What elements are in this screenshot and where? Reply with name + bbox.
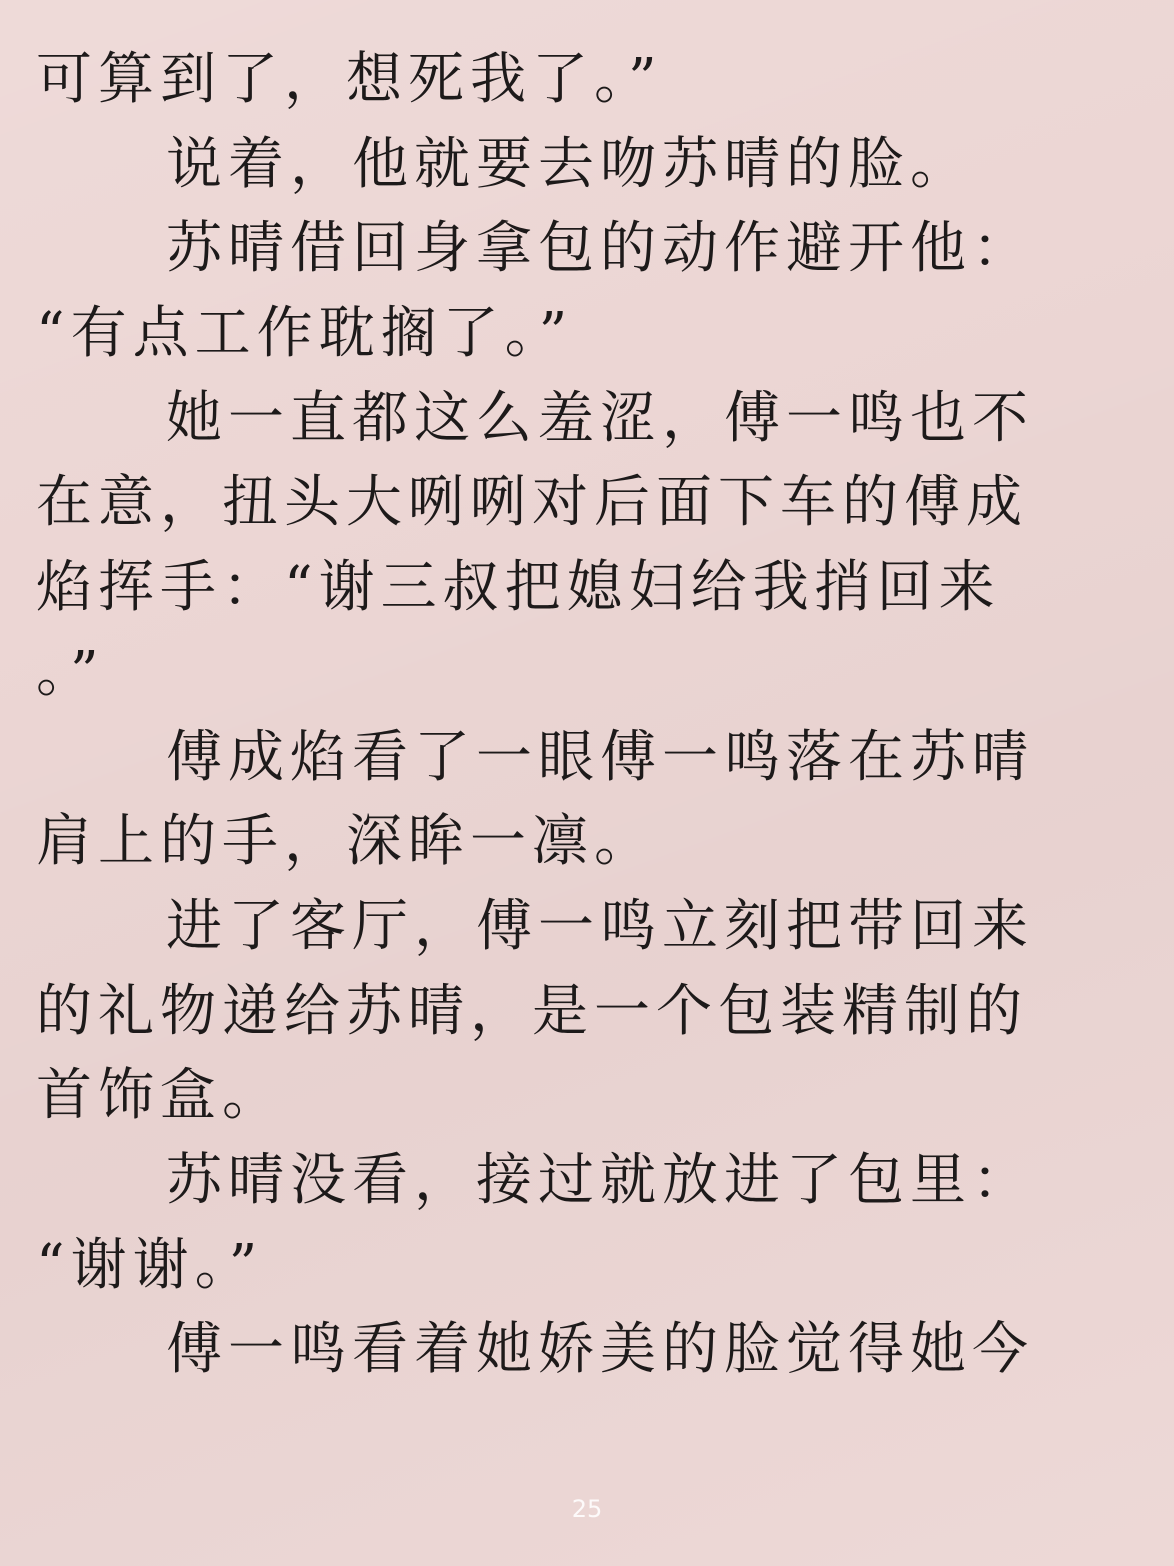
text-line: “有点工作耽搁了。” (36, 301, 574, 367)
text-line: 苏晴没看，接过就放进了包里： (166, 1147, 1034, 1213)
text-line: 她一直都这么羞涩，傅一鸣也不 (166, 385, 1034, 451)
text-line: 傅成焰看了一眼傅一鸣落在苏晴 (166, 724, 1034, 790)
text-line: 可算到了，想死我了。” (36, 47, 663, 112)
text-line: “谢谢。” (36, 1232, 264, 1298)
page-number: 25 (571, 1495, 603, 1523)
text-body (36, 38, 1136, 1393)
text-line: 进了客厅，傅一鸣立刻把带回来 (166, 893, 1034, 959)
text-line: 焰挥手：“谢三叔把媳妇给我捎回来 (36, 555, 1001, 621)
text-line: 傅一鸣看着她娇美的脸觉得她今 (166, 1317, 1034, 1383)
text-line: 苏晴借回身拿包的动作避开他： (166, 216, 1034, 282)
text-line: 首饰盒。 (36, 1063, 284, 1129)
text-line: 的礼物递给苏晴，是一个包装精制的 (36, 978, 1028, 1044)
text-line: 。” (36, 639, 105, 705)
text-line: 在意，扭头大咧咧对后面下车的傅成 (36, 470, 1028, 536)
text-line: 说着，他就要去吻苏晴的脸。 (166, 131, 972, 197)
text-line: 肩上的手，深眸一凛。 (36, 809, 656, 875)
